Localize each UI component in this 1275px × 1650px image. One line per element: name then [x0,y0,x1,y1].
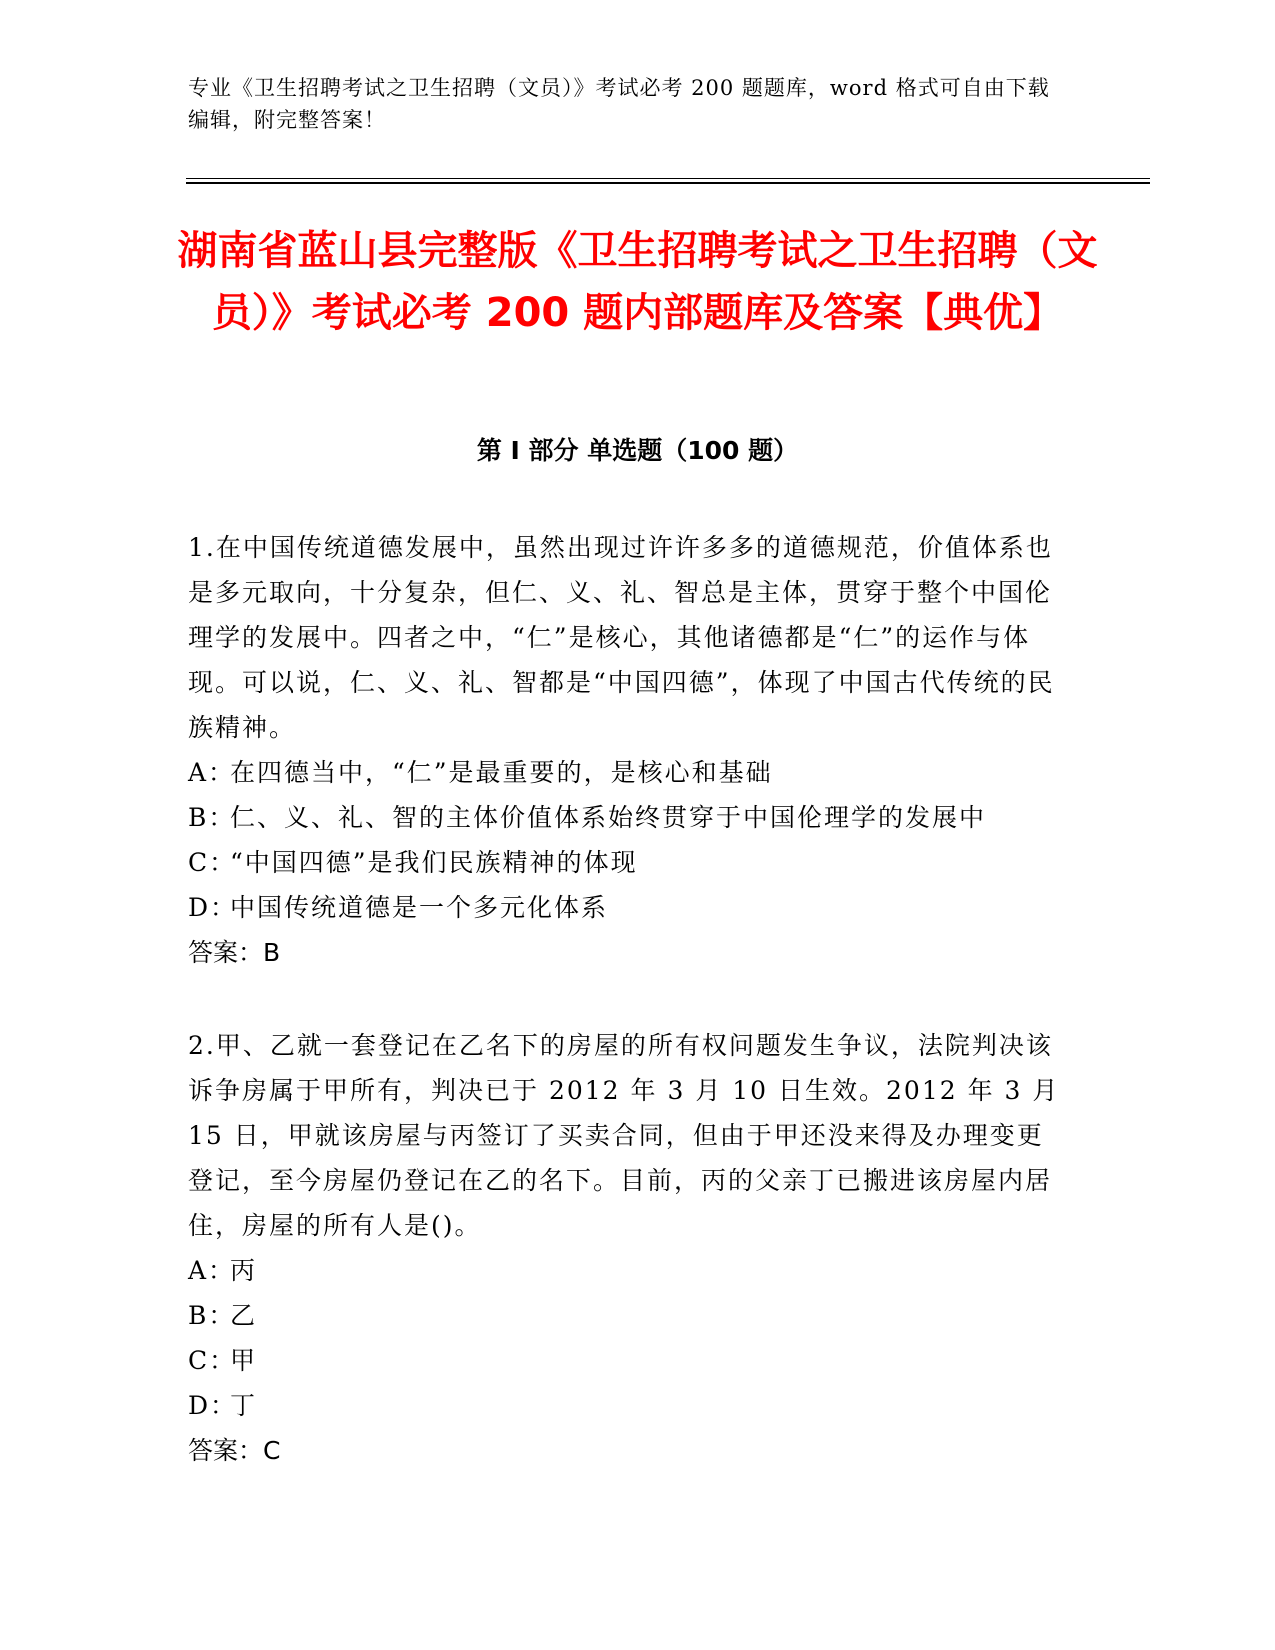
option-key: B： [188,803,236,832]
option-key: D： [188,893,238,922]
question-2 [188,1023,1068,1473]
option-text: 乙 [230,1301,258,1330]
answer-line: 答案：B [188,938,281,967]
option-key: D： [188,1391,238,1420]
option-text: 在四德当中，“仁”是最重要的，是核心和基础 [230,758,773,787]
question-1 [188,525,1068,975]
option-b [188,795,1068,840]
option-key: C： [188,1346,237,1375]
option-b [188,1293,1068,1338]
option-a [188,750,1068,795]
question-stem: 1.在中国传统道德发展中，虽然出现过许许多多的道德规范，价值体系也是多元取向，十分复杂，但仁、义、礼、智总是主体，贯穿于整个中国伦理学的发展中。四者之中，“仁”是核心，其他诸德都是“仁”的运作与体现。可以说，仁、义、礼、智都是“中国四德”，体现了中国古代传统的民族精神。 [188,533,1055,742]
header-divider-thick [186,182,1150,184]
question-stem: 2.甲、乙就一套登记在乙名下的房屋的所有权问题发生争议，法院判决该诉争房属于甲所有，判决已于 2012 年 3 月 10 日生效。2012 年 3 月 15 日，甲就该房屋与丙签订了买卖合同，但由于甲还没来得及办理变更登记，至今房屋仍登记在乙的名下。目前，丙的父亲丁已搬进该房屋内居住，房屋的所有人是()。 [188,1031,1060,1240]
option-d [188,885,1068,930]
option-key: B： [188,1301,236,1330]
answer-line: 答案：C [188,1436,281,1465]
option-d [188,1383,1068,1428]
option-a [188,1248,1068,1293]
option-text: “中国四德”是我们民族精神的体现 [230,848,638,877]
header-note: 专业《卫生招聘考试之卫生招聘（文员）》考试必考 200 题题库，word 格式可自由下载编辑，附完整答案！ [188,76,1050,132]
option-c [188,840,1068,885]
header-divider-thin [186,178,1150,179]
option-text: 仁、义、礼、智的主体价值体系始终贯穿于中国伦理学的发展中 [230,803,987,832]
option-text: 中国传统道德是一个多元化体系 [230,893,609,922]
document-title: 湖南省蓝山县完整版《卫生招聘考试之卫生招聘（文员）》考试必考 200 题内部题库及答案【典优】 [177,228,1098,336]
option-key: A： [188,758,236,787]
option-text: 丁 [230,1391,258,1420]
option-text: 丙 [230,1256,258,1285]
option-key: C： [188,848,237,877]
section-heading: 第 I 部分 单选题（100 题） [476,436,799,465]
option-text: 甲 [230,1346,258,1375]
option-key: A： [188,1256,236,1285]
option-c [188,1338,1068,1383]
